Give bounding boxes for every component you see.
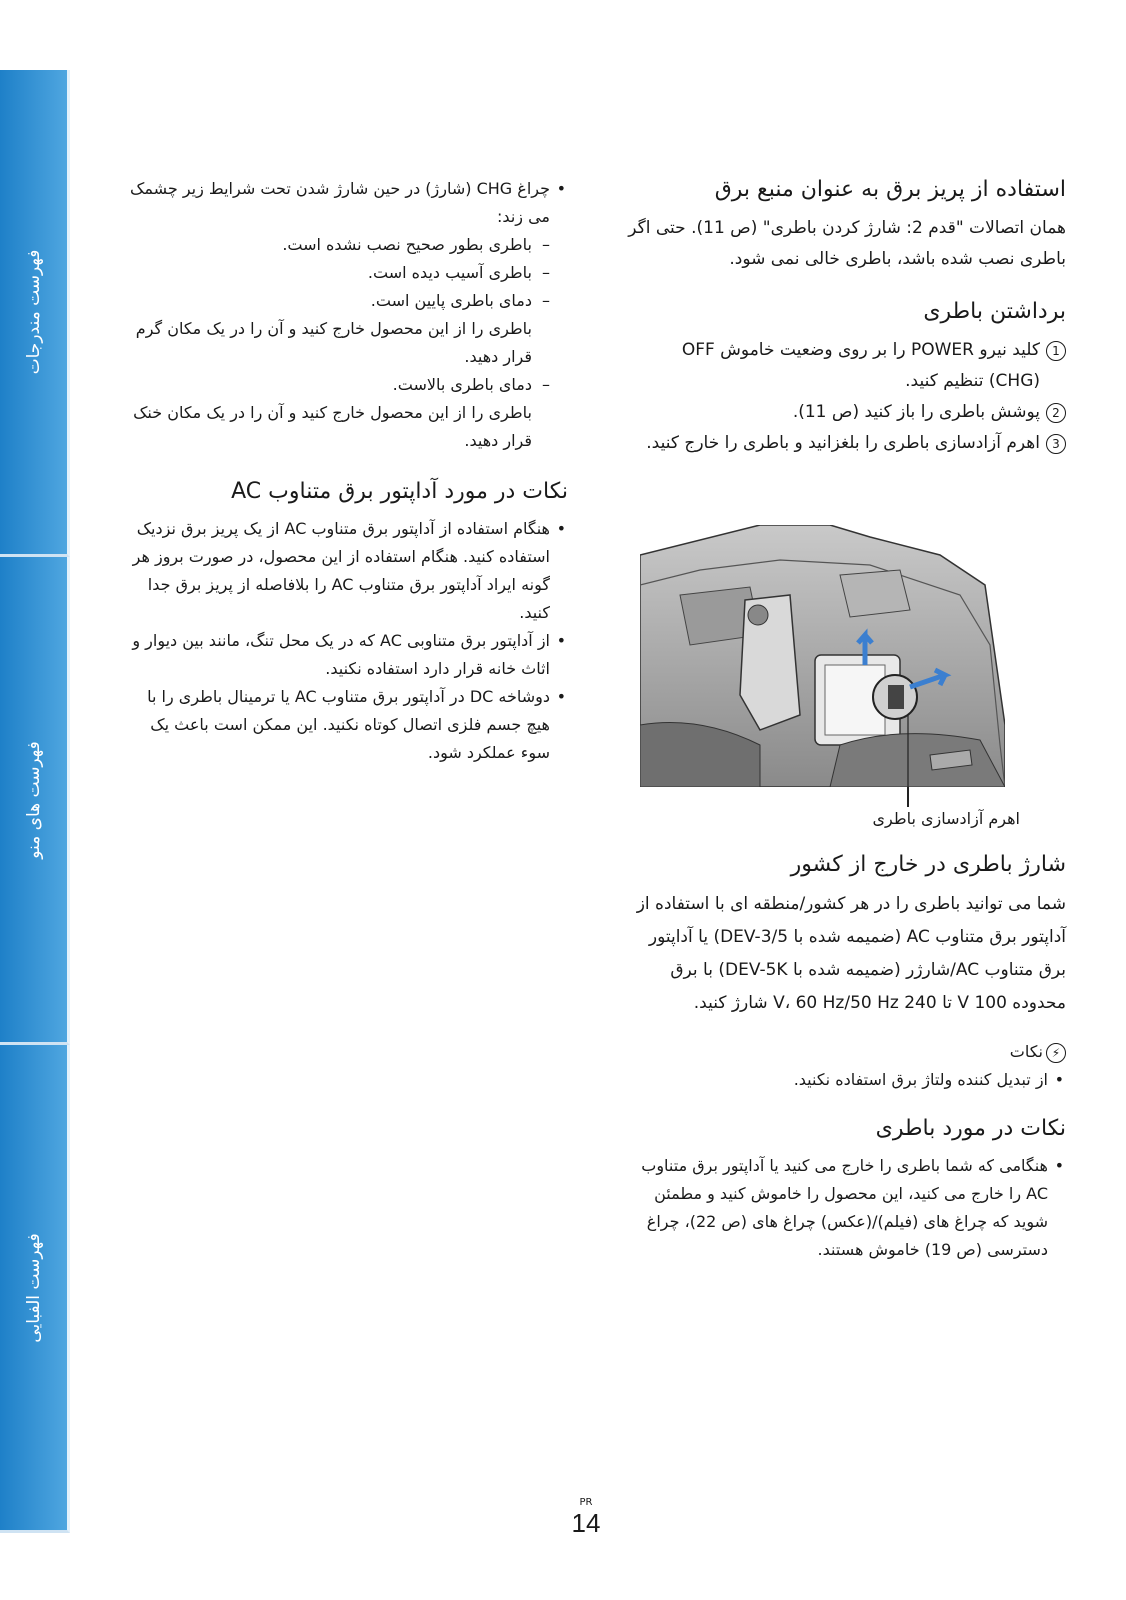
section-title: استفاده از پریز برق به عنوان منبع برق (714, 177, 1066, 202)
note-block (628, 1038, 1066, 1094)
section-remove-battery (628, 297, 1066, 459)
step-text: اهرم آزادسازی باطری را بلغزانید و باطری را خارج کنید. (646, 433, 1040, 453)
tab-label: فهرست مندرجات (23, 249, 44, 375)
page-number (563, 1498, 609, 1538)
section-body: شما می توانید باطری را در هر کشور/منطقه ای با استفاده از آداپتور برق متناوب AC (ضمیمه شده با DEV-3/5) یا آداپتور برق متناوب AC/شارژر (ضمیمه شده با DEV-5K) با برق محدوده 100 V تا 240 V، 60 Hz/50 Hz شارژ کنید. (636, 894, 1066, 1013)
step-1 (628, 335, 1066, 397)
step-number: 2 (1046, 403, 1066, 423)
condition-item: – دمای باطری پایین است. (128, 287, 550, 315)
page-number-value: 14 (571, 1508, 601, 1538)
page-prefix: PR (579, 1497, 593, 1508)
section-title: نکات در مورد آداپتور برق متناوب AC (231, 479, 568, 504)
section-title: نکات در مورد باطری (875, 1116, 1066, 1141)
step-number: 1 (1046, 341, 1066, 361)
list-item: • از تبدیل کننده ولتاژ برق استفاده نکنید. (628, 1066, 1048, 1094)
tab-menu-list[interactable] (0, 557, 70, 1045)
tab-label: فهرست الفبایی (23, 1232, 44, 1343)
caption-pointer-line (907, 787, 909, 807)
list-item: • از آداپتور برق متناوبی AC که در یک محل تنگ، مانند بین دیوار و اثاث خانه قرار دارد استفاده نکنید. (128, 627, 550, 683)
battery-removal-illustration (640, 525, 1005, 787)
section-wall-outlet (628, 175, 1066, 275)
chg-list (128, 175, 568, 231)
section-charging-abroad (628, 850, 1066, 1020)
step-2 (628, 397, 1066, 428)
condition-remedy: باطری را از این محصول خارج کنید و آن را در یک مکان گرم قرار دهید. (135, 319, 532, 366)
right-column (628, 175, 1066, 477)
section-title: برداشتن باطری (923, 299, 1066, 324)
left-column (128, 175, 568, 785)
lightning-note-icon: ⚡ (1046, 1043, 1066, 1063)
section-body: همان اتصالات "قدم 2: شارژ کردن باطری" (ص 11). حتی اگر باطری نصب شده باشد، باطری خالی نمی شود. (628, 218, 1066, 269)
step-3 (628, 428, 1066, 459)
note-heading (628, 1038, 1066, 1066)
note-label: نکات (1009, 1042, 1043, 1061)
right-column-lower (628, 850, 1066, 1282)
condition-item: – باطری بطور صحیح نصب نشده است. (128, 231, 550, 259)
list-item: • چراغ CHG (شارژ) در حین شارژ شدن تحت شرایط زیر چشمک می زند: (128, 175, 550, 231)
list-item: • دوشاخه DC در آداپتور برق متناوب AC یا ترمینال باطری را با هیچ جسم فلزی اتصال کوتاه نکنید. این ممکن است باعث یک سوء عملکرد شود. (128, 683, 550, 767)
section-title: شارژ باطری در خارج از کشور (790, 852, 1066, 877)
note-list (628, 1066, 1066, 1094)
step-number: 3 (1046, 434, 1066, 454)
condition-item: – باطری آسیب دیده است. (128, 259, 550, 287)
chg-conditions (128, 231, 568, 455)
tab-index[interactable] (0, 1045, 70, 1533)
condition-remedy: باطری را از این محصول خارج کنید و آن را در یک مکان خنک قرار دهید. (133, 403, 532, 450)
list-item: • هنگام استفاده از آداپتور برق متناوب AC از یک پریز برق نزدیک استفاده کنید. هنگام استفاده از این محصول، در صورت بروز هر گونه ایراد آداپتور برق متناوب AC را بلافاصله از پریز برق جدا کنید. (128, 515, 550, 627)
battery-notes-list (628, 1152, 1066, 1264)
step-text: کلید نیرو POWER را بر روی وضعیت خاموش OFF (CHG) تنظیم کنید. (681, 340, 1040, 391)
section-ac-adapter-notes (128, 477, 568, 767)
illustration-caption: اهرم آزادسازی باطری (872, 809, 1020, 828)
condition-item: – دمای باطری بالاست. (128, 371, 550, 399)
tab-label: فهرست های منو (23, 740, 44, 859)
tab-table-of-contents[interactable] (0, 70, 70, 557)
ac-notes-list (128, 515, 568, 767)
list-item: • هنگامی که شما باطری را خارج می کنید یا آداپتور برق متناوب AC را خارج می کنید، این محصول را خاموش کنید و مطمئن شوید که چراغ های (فیلم)/(عکس) چراغ های (ص 22)، چراغ دسترسی (ص 19) خاموش هستند. (628, 1152, 1048, 1264)
section-battery-notes (628, 1114, 1066, 1264)
step-text: پوشش باطری را باز کنید (ص 11). (792, 402, 1040, 422)
